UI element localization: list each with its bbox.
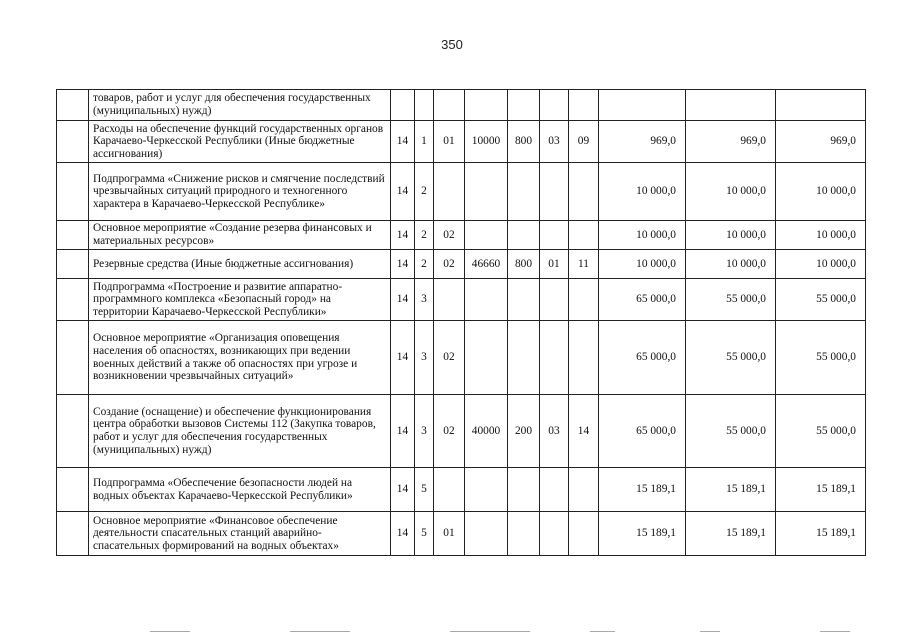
amount-cell: 10 000,0: [686, 163, 776, 221]
code-cell: 2: [415, 163, 434, 221]
table-row: [57, 163, 866, 221]
code-cell: 01: [540, 250, 569, 279]
code-cell: [508, 512, 540, 556]
code-cell: 14: [391, 121, 415, 163]
amount-cell: 10 000,0: [686, 250, 776, 279]
code-cell: 14: [391, 395, 415, 468]
code-cell: 3: [415, 395, 434, 468]
code-cell: 40000: [465, 395, 508, 468]
table-row: [57, 250, 866, 279]
code-cell: [540, 512, 569, 556]
blank-cell: [57, 90, 89, 121]
amount-cell: 15 189,1: [776, 512, 866, 556]
amount-cell: 969,0: [599, 121, 686, 163]
amount-cell: 55 000,0: [776, 395, 866, 468]
code-cell: [540, 221, 569, 250]
blank-cell: [57, 395, 89, 468]
code-cell: 01: [434, 512, 465, 556]
code-cell: [434, 90, 465, 121]
amount-cell: 15 189,1: [686, 468, 776, 512]
code-cell: [465, 468, 508, 512]
amount-cell: 10 000,0: [776, 221, 866, 250]
code-cell: [465, 221, 508, 250]
blank-cell: [57, 321, 89, 395]
amount-cell: 55 000,0: [776, 279, 866, 321]
code-cell: [434, 468, 465, 512]
code-cell: 14: [391, 279, 415, 321]
scan-artifacts: [0, 629, 904, 637]
table-row: [57, 395, 866, 468]
code-cell: [434, 279, 465, 321]
code-cell: 800: [508, 250, 540, 279]
code-cell: [465, 279, 508, 321]
blank-cell: [57, 279, 89, 321]
amount-cell: 15 189,1: [686, 512, 776, 556]
code-cell: 800: [508, 121, 540, 163]
amount-cell: 55 000,0: [686, 321, 776, 395]
code-cell: [465, 163, 508, 221]
amount-cell: 65 000,0: [599, 395, 686, 468]
table-row: [57, 468, 866, 512]
code-cell: [540, 90, 569, 121]
amount-cell: 65 000,0: [599, 279, 686, 321]
code-cell: 02: [434, 395, 465, 468]
code-cell: 09: [569, 121, 599, 163]
code-cell: 03: [540, 395, 569, 468]
code-cell: 02: [434, 250, 465, 279]
amount-cell: [599, 90, 686, 121]
code-cell: 14: [391, 468, 415, 512]
code-cell: 1: [415, 121, 434, 163]
code-cell: 03: [540, 121, 569, 163]
code-cell: 3: [415, 279, 434, 321]
code-cell: 2: [415, 221, 434, 250]
amount-cell: 10 000,0: [686, 221, 776, 250]
code-cell: [569, 221, 599, 250]
code-cell: [415, 90, 434, 121]
amount-cell: 15 189,1: [599, 512, 686, 556]
code-cell: 14: [391, 321, 415, 395]
code-cell: [434, 163, 465, 221]
amount-cell: 969,0: [776, 121, 866, 163]
blank-cell: [57, 221, 89, 250]
amount-cell: 10 000,0: [776, 250, 866, 279]
code-cell: [540, 321, 569, 395]
code-cell: 2: [415, 250, 434, 279]
blank-cell: [57, 250, 89, 279]
code-cell: 5: [415, 512, 434, 556]
amount-cell: 55 000,0: [776, 321, 866, 395]
code-cell: [569, 512, 599, 556]
code-cell: 200: [508, 395, 540, 468]
row-name-cell: Основное мероприятие «Финансовое обеспечение деятельности спасательных станций аварийно-спасательных формирований на водных объектах»: [89, 512, 391, 556]
table-body: [57, 90, 866, 556]
row-name-cell: Основное мероприятие «Организация оповещения населения об опасностях, возникающих при ведении военных действий а также об опасностях при угрозе и возникновении чрезвычайных ситуаций»: [89, 321, 391, 395]
code-cell: 01: [434, 121, 465, 163]
row-name-cell: Создание (оснащение) и обеспечение функционирования центра обработки вызовов Системы 112 (Закупка товаров, работ и услуг для обеспечения государственных (муниципальных) нужд): [89, 395, 391, 468]
amount-cell: 969,0: [686, 121, 776, 163]
code-cell: 5: [415, 468, 434, 512]
amount-cell: 10 000,0: [599, 250, 686, 279]
code-cell: [569, 468, 599, 512]
blank-cell: [57, 512, 89, 556]
code-cell: [508, 221, 540, 250]
table-row: [57, 279, 866, 321]
row-name-cell: Подпрограмма «Обеспечение безопасности людей на водных объектах Карачаево-Черкесской Республики»: [89, 468, 391, 512]
code-cell: [465, 512, 508, 556]
table-row: [57, 512, 866, 556]
code-cell: [569, 279, 599, 321]
blank-cell: [57, 121, 89, 163]
row-name-cell: Расходы на обеспечение функций государственных органов Карачаево-Черкесской Республики (Иные бюджетные ассигнования): [89, 121, 391, 163]
code-cell: [569, 321, 599, 395]
code-cell: [540, 279, 569, 321]
amount-cell: 55 000,0: [686, 279, 776, 321]
code-cell: [391, 90, 415, 121]
code-cell: [540, 163, 569, 221]
amount-cell: [776, 90, 866, 121]
blank-cell: [57, 468, 89, 512]
amount-cell: 15 189,1: [776, 468, 866, 512]
code-cell: [508, 279, 540, 321]
code-cell: [508, 163, 540, 221]
code-cell: 14: [391, 163, 415, 221]
code-cell: 14: [569, 395, 599, 468]
code-cell: 14: [391, 250, 415, 279]
amount-cell: 65 000,0: [599, 321, 686, 395]
code-cell: [540, 468, 569, 512]
code-cell: [508, 90, 540, 121]
code-cell: [508, 468, 540, 512]
amount-cell: 55 000,0: [686, 395, 776, 468]
row-name-cell: товаров, работ и услуг для обеспечения государственных (муниципальных) нужд): [89, 90, 391, 121]
code-cell: [569, 90, 599, 121]
code-cell: [569, 163, 599, 221]
amount-cell: 10 000,0: [599, 221, 686, 250]
code-cell: [465, 321, 508, 395]
page-number: 350: [441, 37, 463, 52]
code-cell: 46660: [465, 250, 508, 279]
code-cell: 14: [391, 221, 415, 250]
code-cell: 11: [569, 250, 599, 279]
amount-cell: 15 189,1: [599, 468, 686, 512]
row-name-cell: Подпрограмма «Снижение рисков и смягчение последствий чрезвычайных ситуаций природного и техногенного характера в Карачаево-Черкесской Республике»: [89, 163, 391, 221]
budget-table: [56, 89, 866, 556]
blank-cell: [57, 163, 89, 221]
amount-cell: 10 000,0: [776, 163, 866, 221]
amount-cell: [686, 90, 776, 121]
table-row: [57, 321, 866, 395]
code-cell: 3: [415, 321, 434, 395]
code-cell: 10000: [465, 121, 508, 163]
table-row: [57, 90, 866, 121]
amount-cell: 10 000,0: [599, 163, 686, 221]
code-cell: 02: [434, 321, 465, 395]
row-name-cell: Основное мероприятие «Создание резерва финансовых и материальных ресурсов»: [89, 221, 391, 250]
table-row: [57, 121, 866, 163]
row-name-cell: Резервные средства (Иные бюджетные ассигнования): [89, 250, 391, 279]
code-cell: 02: [434, 221, 465, 250]
code-cell: [465, 90, 508, 121]
table-row: [57, 221, 866, 250]
code-cell: [508, 321, 540, 395]
row-name-cell: Подпрограмма «Построение и развитие аппаратно-программного комплекса «Безопасный город» на территории Карачаево-Черкесской Республики»: [89, 279, 391, 321]
code-cell: 14: [391, 512, 415, 556]
